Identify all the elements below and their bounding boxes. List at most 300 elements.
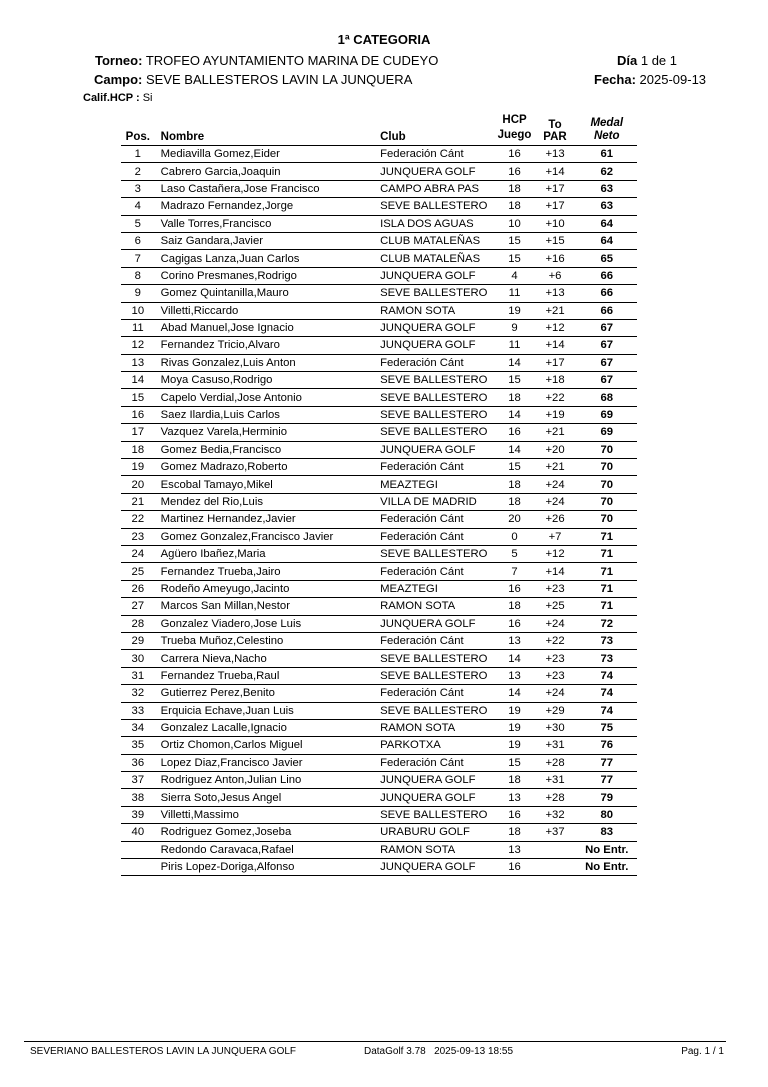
col-club-header: Club: [378, 112, 495, 146]
col-pos-header: Pos.: [121, 112, 155, 146]
cell-par: +22: [534, 389, 577, 406]
cell-club: MEAZTEGI: [378, 580, 495, 597]
cell-net: 61: [577, 146, 637, 163]
table-row: [121, 563, 637, 580]
cell-net: 67: [577, 354, 637, 371]
cell-club: SEVE BALLESTERO: [378, 545, 495, 562]
table-row: [121, 389, 637, 406]
cell-name: Rodeño Ameyugo,Jacinto: [155, 580, 378, 597]
cell-pos: 23: [121, 528, 155, 545]
cell-name: Rodriguez Gomez,Joseba: [155, 824, 378, 841]
cell-net: 65: [577, 250, 637, 267]
cell-net: 68: [577, 389, 637, 406]
cell-name: Trueba Muñoz,Celestino: [155, 632, 378, 649]
cell-pos: 13: [121, 354, 155, 371]
cell-net: No Entr.: [577, 841, 637, 858]
cell-hcp: 15: [496, 459, 534, 476]
cell-hcp: 14: [496, 354, 534, 371]
table-row: [121, 580, 637, 597]
table-row: [121, 824, 637, 841]
cell-club: SEVE BALLESTERO: [378, 424, 495, 441]
cell-hcp: 16: [496, 615, 534, 632]
table-row: [121, 476, 637, 493]
cell-club: JUNQUERA GOLF: [378, 319, 495, 336]
cell-name: Gomez Quintanilla,Mauro: [155, 285, 378, 302]
cell-net: 63: [577, 198, 637, 215]
cell-name: Lopez Diaz,Francisco Javier: [155, 754, 378, 771]
cell-par: [534, 841, 577, 858]
cell-net: 64: [577, 215, 637, 232]
cell-hcp: 0: [496, 528, 534, 545]
cell-hcp: 20: [496, 511, 534, 528]
cell-pos: 10: [121, 302, 155, 319]
cell-name: Madrazo Fernandez,Jorge: [155, 198, 378, 215]
table-row: [121, 685, 637, 702]
table-row: [121, 754, 637, 771]
cell-par: +24: [534, 615, 577, 632]
cell-par: +15: [534, 232, 577, 249]
cell-net: 77: [577, 754, 637, 771]
cell-club: CLUB MATALEÑAS: [378, 232, 495, 249]
cell-pos: 30: [121, 650, 155, 667]
cell-net: 74: [577, 702, 637, 719]
cell-par: +23: [534, 580, 577, 597]
cell-par: +37: [534, 824, 577, 841]
cell-net: 71: [577, 598, 637, 615]
cell-hcp: 19: [496, 302, 534, 319]
table-row: [121, 441, 637, 458]
col-net-header-bottom: Neto: [593, 130, 620, 142]
cell-par: +31: [534, 737, 577, 754]
cell-name: Carrera Nieva,Nacho: [155, 650, 378, 667]
cell-net: 70: [577, 493, 637, 510]
cell-par: +24: [534, 493, 577, 510]
cell-name: Abad Manuel,Jose Ignacio: [155, 319, 378, 336]
cell-net: 76: [577, 737, 637, 754]
cell-name: Escobal Tamayo,Mikel: [155, 476, 378, 493]
cell-net: 67: [577, 337, 637, 354]
table-row: [121, 545, 637, 562]
cell-hcp: 18: [496, 493, 534, 510]
cell-par: +28: [534, 789, 577, 806]
cell-net: 70: [577, 511, 637, 528]
cell-par: +17: [534, 354, 577, 371]
col-hcp-header-bottom: Juego: [497, 129, 532, 141]
table-row: [121, 232, 637, 249]
cell-name: Fernandez Trueba,Jairo: [155, 563, 378, 580]
cell-par: +14: [534, 163, 577, 180]
results-body: [121, 146, 637, 876]
table-row: [121, 772, 637, 789]
cell-pos: 18: [121, 441, 155, 458]
cell-hcp: 18: [496, 824, 534, 841]
cell-club: JUNQUERA GOLF: [378, 789, 495, 806]
cell-hcp: 16: [496, 146, 534, 163]
cell-hcp: 16: [496, 859, 534, 876]
table-row: [121, 806, 637, 823]
date-label: Fecha:: [594, 72, 636, 87]
cell-net: 66: [577, 285, 637, 302]
col-hcp-header: [496, 112, 534, 146]
cell-pos: 35: [121, 737, 155, 754]
cell-pos: 21: [121, 493, 155, 510]
cell-par: +13: [534, 146, 577, 163]
cell-pos: 24: [121, 545, 155, 562]
cell-hcp: 18: [496, 598, 534, 615]
table-row: [121, 719, 637, 736]
table-row: [121, 493, 637, 510]
cell-pos: 40: [121, 824, 155, 841]
table-row: [121, 406, 637, 423]
cell-club: SEVE BALLESTERO: [378, 667, 495, 684]
table-row: [121, 163, 637, 180]
cell-net: 74: [577, 667, 637, 684]
cell-pos: 14: [121, 372, 155, 389]
table-row: [121, 459, 637, 476]
cell-net: 71: [577, 528, 637, 545]
cell-club: Federación Cánt: [378, 632, 495, 649]
cell-net: 80: [577, 806, 637, 823]
table-row: [121, 319, 637, 336]
cell-name: Saiz Gandara,Javier: [155, 232, 378, 249]
cell-net: 73: [577, 650, 637, 667]
cell-par: +25: [534, 598, 577, 615]
cell-club: PARKOTXA: [378, 737, 495, 754]
table-row: [121, 511, 637, 528]
cell-hcp: 15: [496, 250, 534, 267]
cell-club: RAMON SOTA: [378, 719, 495, 736]
cell-par: +17: [534, 180, 577, 197]
table-row: [121, 841, 637, 858]
cell-pos: 6: [121, 232, 155, 249]
cell-hcp: 18: [496, 198, 534, 215]
cell-hcp: 14: [496, 685, 534, 702]
cell-club: Federación Cánt: [378, 511, 495, 528]
table-row: [121, 737, 637, 754]
cell-club: Federación Cánt: [378, 754, 495, 771]
tournament-name: TROFEO AYUNTAMIENTO MARINA DE CUDEYO: [145, 53, 439, 68]
cell-club: CAMPO ABRA PAS: [378, 180, 495, 197]
cell-hcp: 11: [496, 337, 534, 354]
cell-pos: [121, 859, 155, 876]
day-label: Día: [617, 53, 638, 68]
cell-club: SEVE BALLESTERO: [378, 806, 495, 823]
cell-name: Villetti,Massimo: [155, 806, 378, 823]
cell-net: 70: [577, 459, 637, 476]
cell-hcp: 4: [496, 267, 534, 284]
cell-name: Ortiz Chomon,Carlos Miguel: [155, 737, 378, 754]
cell-name: Gutierrez Perez,Benito: [155, 685, 378, 702]
cell-name: Valle Torres,Francisco: [155, 215, 378, 232]
cell-hcp: 16: [496, 806, 534, 823]
table-row: [121, 598, 637, 615]
cell-pos: 25: [121, 563, 155, 580]
cell-net: 73: [577, 632, 637, 649]
cell-hcp: 18: [496, 389, 534, 406]
footer-timestamp: 2025-09-13 18:55: [434, 1046, 514, 1057]
cell-club: ISLA DOS AGUAS: [378, 215, 495, 232]
cell-club: JUNQUERA GOLF: [378, 772, 495, 789]
cell-hcp: 15: [496, 372, 534, 389]
cell-net: 70: [577, 441, 637, 458]
cell-name: Gomez Gonzalez,Francisco Javier: [155, 528, 378, 545]
cell-hcp: 13: [496, 789, 534, 806]
cell-club: SEVE BALLESTERO: [378, 650, 495, 667]
cell-net: 64: [577, 232, 637, 249]
cell-pos: 26: [121, 580, 155, 597]
cell-pos: 20: [121, 476, 155, 493]
cell-pos: 17: [121, 424, 155, 441]
cell-club: SEVE BALLESTERO: [378, 702, 495, 719]
cell-hcp: 7: [496, 563, 534, 580]
cell-club: Federación Cánt: [378, 354, 495, 371]
cell-par: +14: [534, 563, 577, 580]
cell-club: RAMON SOTA: [378, 302, 495, 319]
cell-par: +12: [534, 319, 577, 336]
cell-name: Moya Casuso,Rodrigo: [155, 372, 378, 389]
cell-club: Federación Cánt: [378, 459, 495, 476]
table-row: [121, 528, 637, 545]
cell-par: +19: [534, 406, 577, 423]
cell-pos: 12: [121, 337, 155, 354]
date-line: [594, 72, 706, 87]
cell-pos: 38: [121, 789, 155, 806]
cell-net: 67: [577, 372, 637, 389]
cell-par: +26: [534, 511, 577, 528]
cell-par: +13: [534, 285, 577, 302]
col-net-header-top: Medal: [590, 117, 624, 129]
cell-pos: 3: [121, 180, 155, 197]
cell-club: CLUB MATALEÑAS: [378, 250, 495, 267]
cell-name: Rodriguez Anton,Julian Lino: [155, 772, 378, 789]
day-line: [617, 53, 677, 68]
cell-hcp: 11: [496, 285, 534, 302]
cell-par: +28: [534, 754, 577, 771]
footer-software-name: DataGolf 3.78: [364, 1046, 426, 1057]
calif-label: Calif.HCP :: [83, 92, 140, 104]
cell-club: Federación Cánt: [378, 563, 495, 580]
cell-club: URABURU GOLF: [378, 824, 495, 841]
course-label: Campo:: [94, 72, 143, 87]
table-row: [121, 424, 637, 441]
cell-name: Fernandez Trueba,Raul: [155, 667, 378, 684]
cell-club: SEVE BALLESTERO: [378, 198, 495, 215]
cell-club: RAMON SOTA: [378, 598, 495, 615]
cell-net: 70: [577, 476, 637, 493]
cell-pos: 37: [121, 772, 155, 789]
cell-hcp: 19: [496, 737, 534, 754]
cell-hcp: 13: [496, 841, 534, 858]
cell-name: Piris Lopez-Doriga,Alfonso: [155, 859, 378, 876]
cell-pos: 1: [121, 146, 155, 163]
cell-net: 71: [577, 563, 637, 580]
table-row: [121, 267, 637, 284]
table-row: [121, 285, 637, 302]
cell-hcp: 9: [496, 319, 534, 336]
table-row: [121, 372, 637, 389]
cell-name: Mendez del Rio,Luis: [155, 493, 378, 510]
cell-name: Sierra Soto,Jesus Angel: [155, 789, 378, 806]
cell-hcp: 5: [496, 545, 534, 562]
cell-club: JUNQUERA GOLF: [378, 267, 495, 284]
cell-name: Fernandez Tricio,Alvaro: [155, 337, 378, 354]
cell-pos: 33: [121, 702, 155, 719]
cell-hcp: 14: [496, 650, 534, 667]
cell-par: +24: [534, 476, 577, 493]
cell-name: Marcos San Millan,Nestor: [155, 598, 378, 615]
cell-net: No Entr.: [577, 859, 637, 876]
col-par-header: To PAR: [534, 112, 577, 146]
cell-hcp: 16: [496, 424, 534, 441]
col-net-header: [577, 112, 637, 146]
cell-par: +17: [534, 198, 577, 215]
cell-hcp: 13: [496, 632, 534, 649]
col-name-header: Nombre: [155, 112, 378, 146]
cell-par: +29: [534, 702, 577, 719]
cell-pos: 11: [121, 319, 155, 336]
cell-name: Capelo Verdial,Jose Antonio: [155, 389, 378, 406]
table-row: [121, 180, 637, 197]
footer-divider: [24, 1041, 726, 1042]
day-value: 1 de 1: [640, 53, 678, 68]
cell-par: +31: [534, 772, 577, 789]
cell-pos: 15: [121, 389, 155, 406]
cell-hcp: 18: [496, 180, 534, 197]
footer-page: Pag. 1 / 1: [681, 1046, 724, 1057]
table-row: [121, 667, 637, 684]
cell-club: Federación Cánt: [378, 685, 495, 702]
cell-par: +7: [534, 528, 577, 545]
cell-net: 69: [577, 406, 637, 423]
course-name: SEVE BALLESTEROS LAVIN LA JUNQUERA: [146, 72, 413, 87]
cell-name: Martinez Hernandez,Javier: [155, 511, 378, 528]
cell-hcp: 15: [496, 232, 534, 249]
cell-par: +10: [534, 215, 577, 232]
cell-hcp: 14: [496, 406, 534, 423]
cell-pos: 8: [121, 267, 155, 284]
table-header-row: [121, 112, 637, 146]
cell-net: 79: [577, 789, 637, 806]
cell-par: +22: [534, 632, 577, 649]
cell-hcp: 13: [496, 667, 534, 684]
cell-par: +6: [534, 267, 577, 284]
cell-par: +12: [534, 545, 577, 562]
cell-hcp: 19: [496, 702, 534, 719]
cell-net: 72: [577, 615, 637, 632]
cell-par: +23: [534, 650, 577, 667]
cell-pos: 31: [121, 667, 155, 684]
cell-net: 66: [577, 302, 637, 319]
cell-par: +20: [534, 441, 577, 458]
tournament-label: Torneo:: [95, 53, 143, 68]
cell-par: +16: [534, 250, 577, 267]
cell-club: JUNQUERA GOLF: [378, 441, 495, 458]
cell-hcp: 18: [496, 476, 534, 493]
table-row: [121, 198, 637, 215]
category-title: 1ª CATEGORIA: [337, 32, 431, 47]
table-row: [121, 650, 637, 667]
cell-name: Gomez Bedia,Francisco: [155, 441, 378, 458]
cell-club: RAMON SOTA: [378, 841, 495, 858]
cell-pos: 29: [121, 632, 155, 649]
cell-club: VILLA DE MADRID: [378, 493, 495, 510]
cell-club: Federación Cánt: [378, 146, 495, 163]
course-line: [94, 72, 412, 87]
results-table: [121, 112, 637, 876]
cell-hcp: 16: [496, 580, 534, 597]
footer-club: SEVERIANO BALLESTEROS LAVIN LA JUNQUERA GOLF: [30, 1046, 297, 1057]
cell-par: +21: [534, 302, 577, 319]
cell-pos: 9: [121, 285, 155, 302]
cell-net: 74: [577, 685, 637, 702]
cell-name: Mediavilla Gomez,Eider: [155, 146, 378, 163]
table-row: [121, 337, 637, 354]
cell-pos: 36: [121, 754, 155, 771]
cell-hcp: 16: [496, 163, 534, 180]
cell-par: +21: [534, 459, 577, 476]
tournament-line: [95, 53, 438, 68]
cell-par: +32: [534, 806, 577, 823]
cell-par: +18: [534, 372, 577, 389]
table-row: [121, 302, 637, 319]
cell-pos: [121, 841, 155, 858]
cell-club: SEVE BALLESTERO: [378, 389, 495, 406]
cell-name: Erquicia Echave,Juan Luis: [155, 702, 378, 719]
cell-name: Villetti,Riccardo: [155, 302, 378, 319]
cell-pos: 22: [121, 511, 155, 528]
cell-hcp: 18: [496, 772, 534, 789]
cell-name: Gonzalez Lacalle,Ignacio: [155, 719, 378, 736]
cell-pos: 32: [121, 685, 155, 702]
cell-net: 67: [577, 319, 637, 336]
calif-line: [83, 92, 152, 104]
cell-name: Gomez Madrazo,Roberto: [155, 459, 378, 476]
table-row: [121, 146, 637, 163]
cell-par: +23: [534, 667, 577, 684]
cell-net: 69: [577, 424, 637, 441]
cell-club: JUNQUERA GOLF: [378, 859, 495, 876]
cell-net: 71: [577, 545, 637, 562]
table-row: [121, 702, 637, 719]
table-row: [121, 615, 637, 632]
cell-net: 66: [577, 267, 637, 284]
cell-club: SEVE BALLESTERO: [378, 372, 495, 389]
cell-club: JUNQUERA GOLF: [378, 337, 495, 354]
cell-pos: 19: [121, 459, 155, 476]
table-row: [121, 250, 637, 267]
cell-net: 71: [577, 580, 637, 597]
cell-pos: 16: [121, 406, 155, 423]
cell-net: 77: [577, 772, 637, 789]
cell-hcp: 15: [496, 754, 534, 771]
cell-name: Redondo Caravaca,Rafael: [155, 841, 378, 858]
cell-par: +14: [534, 337, 577, 354]
cell-club: MEAZTEGI: [378, 476, 495, 493]
cell-hcp: 19: [496, 719, 534, 736]
cell-club: Federación Cánt: [378, 528, 495, 545]
footer-software: [364, 1046, 513, 1057]
cell-name: Vazquez Varela,Herminio: [155, 424, 378, 441]
cell-club: SEVE BALLESTERO: [378, 285, 495, 302]
cell-hcp: 10: [496, 215, 534, 232]
calif-value: Si: [142, 92, 153, 104]
cell-name: Rivas Gonzalez,Luis Anton: [155, 354, 378, 371]
table-row: [121, 789, 637, 806]
cell-par: [534, 859, 577, 876]
table-row: [121, 859, 637, 876]
cell-pos: 7: [121, 250, 155, 267]
table-row: [121, 354, 637, 371]
